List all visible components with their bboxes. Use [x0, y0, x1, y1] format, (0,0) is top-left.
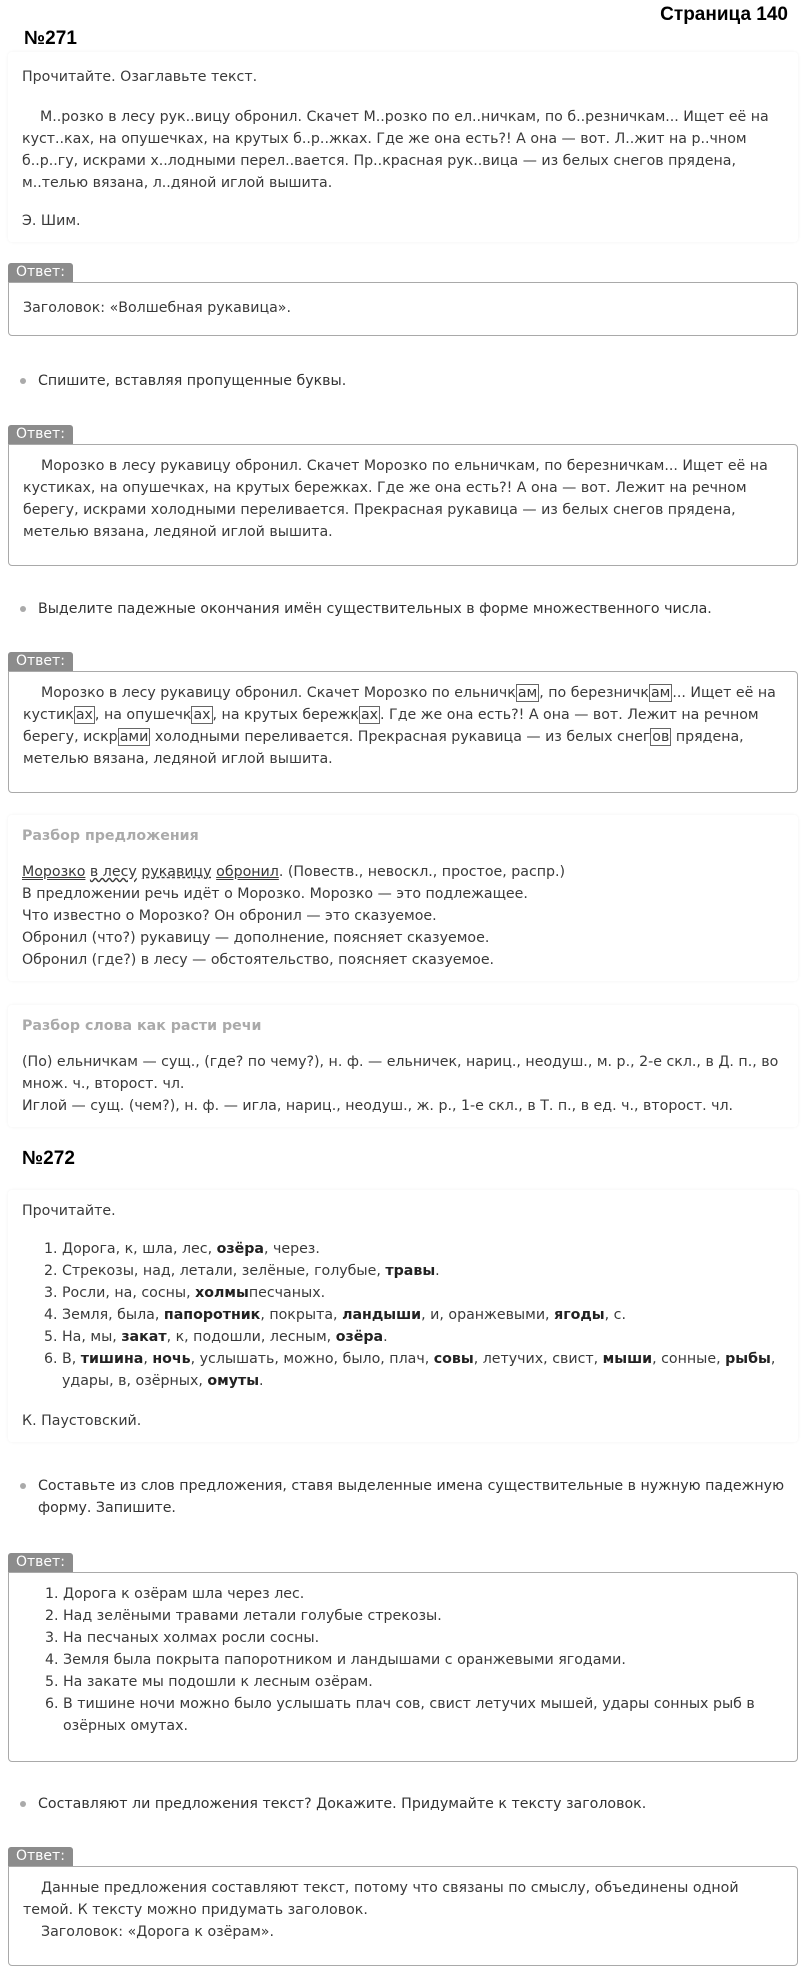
answer-text: Морозко в лесу рукавицу обронил. Скачет Морозко по ельничкам, по березничкам... Ищет её на кустиках, на опушечках, на крутых бережках. Где же она есть?! А она — вот. Лежит на речном берегу, искрами холодными переливается. Прекрасная рукавица — из белых снегов прядена, метелью вязана, ледяной иглой вышита.: [23, 458, 768, 540]
word-list-item: 3. Росли, на, сосны, холмыпесчаных.: [62, 1282, 788, 1304]
highlighted-noun: ландыши: [342, 1307, 422, 1323]
answer-text: Данные предложения составляют текст, потому что связаны по смыслу, объединены одной темой. К тексту можно придумать заголовок.: [23, 1880, 739, 1918]
case-ending: ам: [650, 685, 671, 701]
task-272-text-card: [8, 1190, 798, 1442]
task-bullet-3: Выделите падежные окончания имён существительных в форме множественного числа.: [18, 598, 793, 620]
task-bullet-272-1: Составьте из слов предложения, ставя выделенные имена существительные в нужную падежную форму. Запишите.: [18, 1475, 793, 1519]
highlighted-noun: омуты: [207, 1373, 260, 1389]
sentence-parse-card: [8, 815, 798, 981]
case-ending: ах: [360, 707, 379, 723]
case-ending: ах: [75, 707, 93, 723]
word-list-item: 5. На, мы, закат, к, подошли, лесным, озёра.: [62, 1326, 788, 1348]
word-parse-card: [8, 1005, 798, 1127]
task-instruction: Прочитайте. Озаглавьте текст.: [22, 69, 258, 85]
highlighted-noun: рыбы: [725, 1351, 771, 1367]
answer-tag: Ответ:: [8, 263, 73, 282]
word-list: [22, 1238, 788, 1392]
highlighted-noun: травы: [385, 1263, 436, 1279]
word-list-item: 2. Стрекозы, над, летали, зелёные, голубые, травы.: [62, 1260, 788, 1282]
task-271-text-card: [8, 52, 798, 242]
task-bullet-272-2: Составляют ли предложения текст? Докажите. Придумайте к тексту заголовок.: [18, 1793, 793, 1815]
task-271-number: №271: [24, 28, 77, 49]
adverbial: в лесу: [89, 864, 137, 880]
section-title: Разбор слова как расти речи: [22, 1018, 262, 1034]
answer-list-item: 4. Земля была покрыта папоротником и ландышами с оранжевыми ягодами.: [63, 1649, 783, 1671]
case-ending: ах: [193, 707, 211, 723]
answer-list-item: 1. Дорога к озёрам шла через лес.: [63, 1583, 783, 1605]
task-272-number: №272: [22, 1148, 75, 1169]
parse-line: (По) ельничкам — сущ., (где? по чему?), н. ф. — ельничек, нариц., неодуш., м. р., 2-е скл., в Д. п., во множ. ч., второст. чл.: [22, 1054, 779, 1092]
predicate: обронил: [216, 864, 279, 880]
word-list-item: 6. В, тишина, ночь, услышать, можно, было, плач, совы, летучих, свист, мыши, сонные, рыбы, удары, в, озёрных, омуты.: [62, 1348, 788, 1392]
answer-tag: Ответ:: [8, 425, 73, 444]
answer-list-item: 5. На закате мы подошли к лесным озёрам.: [63, 1671, 783, 1693]
answer-box: [8, 1866, 798, 1966]
answer-text: Заголовок: «Волшебная рукавица».: [23, 300, 291, 316]
task-author: К. Паустовский.: [22, 1413, 142, 1429]
answer-list-item: 2. Над зелёными травами летали голубые стрекозы.: [63, 1605, 783, 1627]
parse-line: Что известно о Морозко? Он обронил — это сказуемое.: [22, 908, 437, 924]
answer-text-endings: Морозко в лесу рукавицу обронил. Скачет Морозко по ельничк ам , по березничк ам ... Ищет её на кустик ах , на опушечк ах , на крутых бережк ах . Где же она есть?! А она — вот. Лежит на речном берегу, искр ами холодными переливается. Прекрасная рукавица — из белых снег ов прядена, метелью вязана, ледяной иглой вышита.: [23, 685, 776, 767]
highlighted-noun: ночь: [152, 1351, 191, 1367]
case-ending: ам: [517, 685, 538, 701]
answer-tag: Ответ:: [8, 1847, 73, 1866]
parse-line: В предложении речь идёт о Морозко. Морозко — это подлежащее.: [22, 886, 528, 902]
highlighted-noun: озёра: [216, 1241, 264, 1257]
case-ending: ами: [119, 729, 149, 745]
highlighted-noun: озёра: [335, 1329, 384, 1345]
parse-line: Иглой — сущ. (чем?), н. ф. — игла, нариц., неодуш., ж. р., 1-е скл., в Т. п., в ед. ч., второст. чл.: [22, 1098, 734, 1114]
highlighted-noun: совы: [433, 1351, 474, 1367]
parse-line: Обронил (что?) рукавицу — дополнение, поясняет сказуемое.: [22, 930, 490, 946]
page-label: Страница 140: [660, 4, 788, 25]
task-instruction: Прочитайте.: [22, 1203, 116, 1219]
answer-box: [8, 282, 798, 336]
answer-text: Заголовок: «Дорога к озёрам».: [41, 1924, 274, 1940]
case-ending: ов: [652, 729, 670, 745]
answer-box: [8, 671, 798, 793]
highlighted-noun: ягоды: [554, 1307, 605, 1323]
word-list-item: 1. Дорога, к, шла, лес, озёра, через.: [62, 1238, 788, 1260]
answer-list-item: 3. На песчаных холмах росли сосны.: [63, 1627, 783, 1649]
subject: Морозко: [22, 864, 86, 880]
highlighted-noun: папоротник: [163, 1307, 261, 1323]
highlighted-noun: закат: [121, 1329, 167, 1345]
section-title: Разбор предложения: [22, 828, 199, 844]
object: рукавицу: [141, 864, 212, 880]
answer-list: [23, 1583, 783, 1737]
answer-tag: Ответ:: [8, 652, 73, 671]
parsed-sentence: Морозко в лесу рукавицу обронил. (Повеств., невоскл., простое, распр.): [22, 864, 566, 880]
word-list-item: 4. Земля, была, папоротник, покрыта, ландыши, и, оранжевыми, ягоды, с.: [62, 1304, 788, 1326]
highlighted-noun: холмы: [195, 1285, 249, 1301]
answer-box: [8, 1572, 798, 1762]
task-text: М..розко в лесу рук..вицу обронил. Скачет М..розко по ел..ничкам, по б..резничкам... Ищет её на куст..ках, на опушечках, на крутых б..р..жках. Где же она есть?! А она — вот. Л..жит на р..чном б..р..гу, искрами х..лодными перел..вается. Пр..красная рук..вица — из белых снегов прядена, м..телью вязана, л..дяной иглой вышита.: [22, 109, 769, 191]
highlighted-noun: мыши: [602, 1351, 653, 1367]
answer-tag: Ответ:: [8, 1553, 73, 1572]
parse-line: Обронил (где?) в лесу — обстоятельство, поясняет сказуемое.: [22, 952, 495, 968]
answer-list-item: 6. В тишине ночи можно было услышать плач сов, свист летучих мышей, удары сонных рыб в озёрных омутах.: [63, 1693, 783, 1737]
highlighted-noun: тишина: [80, 1351, 144, 1367]
task-bullet-2: Спишите, вставляя пропущенные буквы.: [18, 370, 793, 392]
task-author: Э. Шим.: [22, 213, 81, 229]
answer-box: [8, 444, 798, 566]
